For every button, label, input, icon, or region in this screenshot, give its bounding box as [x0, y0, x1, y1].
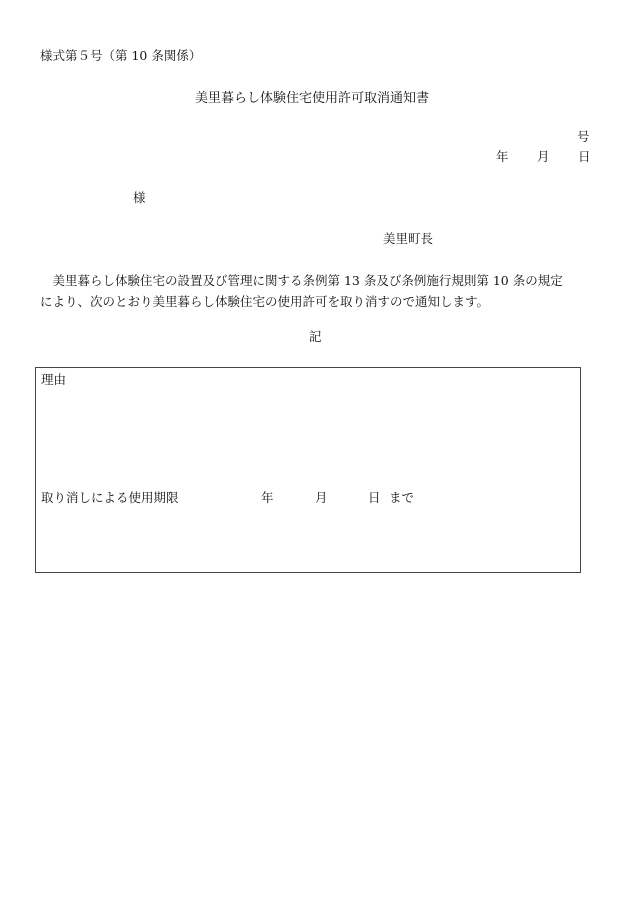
issue-date — [496, 151, 591, 165]
reason-label: 理由 — [41, 372, 67, 387]
notice-body-line-1: 美里暮らし体験住宅の設置及び管理に関する条例第 13 条及び条例施行規則第 10 条の規定 — [40, 273, 563, 288]
document-title: 美里暮らし体験住宅使用許可取消通知書 — [195, 91, 430, 106]
usage-period-day-label: 日 — [368, 490, 381, 505]
details-box — [35, 367, 581, 573]
form-number: 様式第５号（第 10 条関係） — [40, 48, 202, 63]
issue-date-year-label: 年 — [496, 149, 509, 164]
issuer-name: 美里町長 — [383, 231, 434, 246]
ki-heading: 記 — [309, 329, 322, 344]
issue-date-month-label: 月 — [537, 149, 550, 164]
usage-period-month-label: 月 — [315, 490, 328, 505]
usage-period-until-label: まで — [389, 490, 415, 505]
notice-body — [40, 270, 592, 312]
usage-period-year-label: 年 — [261, 490, 274, 505]
recipient-honorific: 様 — [133, 190, 146, 205]
usage-period-row — [41, 492, 441, 506]
issue-date-day-label: 日 — [578, 149, 591, 164]
usage-period-label: 取り消しによる使用期限 — [41, 490, 179, 505]
issue-number-label: 号 — [577, 129, 590, 144]
notice-body-line-2: により、次のとおり美里暮らし体験住宅の使用許可を取り消すので通知します。 — [40, 294, 490, 309]
